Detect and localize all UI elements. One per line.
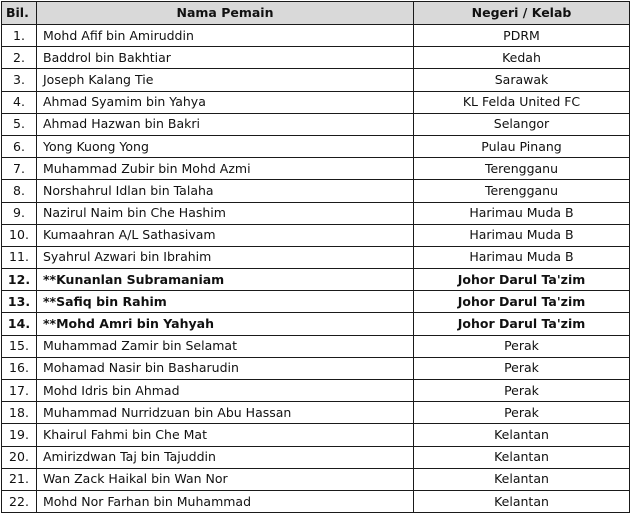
- table-header: [2, 2, 630, 25]
- player-name: Joseph Kalang Tie: [37, 69, 414, 91]
- player-name: Muhammad Zamir bin Selamat: [37, 335, 414, 357]
- player-name: Muhammad Zubir bin Mohd Azmi: [37, 158, 414, 180]
- player-name: Mohd Idris bin Ahmad: [37, 380, 414, 402]
- row-number: 8.: [2, 180, 37, 202]
- player-team: Perak: [414, 335, 630, 357]
- player-name: Ahmad Syamim bin Yahya: [37, 91, 414, 113]
- player-name: **Kunanlan Subramaniam: [37, 269, 414, 291]
- player-team: Terengganu: [414, 180, 630, 202]
- player-team: Selangor: [414, 113, 630, 135]
- table-row: [2, 246, 630, 268]
- player-name: Syahrul Azwari bin Ibrahim: [37, 246, 414, 268]
- table-row: [2, 291, 630, 313]
- player-team: PDRM: [414, 25, 630, 47]
- player-team: Kelantan: [414, 490, 630, 512]
- table-row: [2, 402, 630, 424]
- table-row: [2, 202, 630, 224]
- player-name: Mohd Afif bin Amiruddin: [37, 25, 414, 47]
- row-number: 22.: [2, 490, 37, 512]
- player-team: Johor Darul Ta'zim: [414, 269, 630, 291]
- player-team: Pulau Pinang: [414, 135, 630, 157]
- table-row: [2, 446, 630, 468]
- player-team: Kelantan: [414, 468, 630, 490]
- table-row: [2, 113, 630, 135]
- player-team: KL Felda United FC: [414, 91, 630, 113]
- player-name: Norshahrul Idlan bin Talaha: [37, 180, 414, 202]
- player-team: Johor Darul Ta'zim: [414, 313, 630, 335]
- table-row: [2, 224, 630, 246]
- table-row: [2, 47, 630, 69]
- player-name: Muhammad Nurridzuan bin Abu Hassan: [37, 402, 414, 424]
- player-name: Ahmad Hazwan bin Bakri: [37, 113, 414, 135]
- row-number: 19.: [2, 424, 37, 446]
- table-row: [2, 158, 630, 180]
- table-row: [2, 269, 630, 291]
- player-name: Kumaahran A/L Sathasivam: [37, 224, 414, 246]
- row-number: 9.: [2, 202, 37, 224]
- table-row: [2, 135, 630, 157]
- player-team: Sarawak: [414, 69, 630, 91]
- table-row: [2, 424, 630, 446]
- table-row: [2, 25, 630, 47]
- player-team: Terengganu: [414, 158, 630, 180]
- header-nama-pemain: Nama Pemain: [37, 2, 414, 25]
- row-number: 12.: [2, 269, 37, 291]
- table-row: [2, 335, 630, 357]
- player-team: Harimau Muda B: [414, 224, 630, 246]
- row-number: 1.: [2, 25, 37, 47]
- player-name: Mohamad Nasir bin Basharudin: [37, 357, 414, 379]
- row-number: 17.: [2, 380, 37, 402]
- table-body: [2, 25, 630, 513]
- row-number: 4.: [2, 91, 37, 113]
- row-number: 2.: [2, 47, 37, 69]
- player-team: Kelantan: [414, 424, 630, 446]
- row-number: 20.: [2, 446, 37, 468]
- row-number: 3.: [2, 69, 37, 91]
- row-number: 10.: [2, 224, 37, 246]
- player-team: Perak: [414, 402, 630, 424]
- row-number: 13.: [2, 291, 37, 313]
- row-number: 15.: [2, 335, 37, 357]
- player-name: Amirizdwan Taj bin Tajuddin: [37, 446, 414, 468]
- row-number: 11.: [2, 246, 37, 268]
- row-number: 14.: [2, 313, 37, 335]
- table-row: [2, 490, 630, 512]
- table-row: [2, 357, 630, 379]
- player-team: Kedah: [414, 47, 630, 69]
- player-list-document: [1, 1, 629, 513]
- table-row: [2, 313, 630, 335]
- header-bil: Bil.: [2, 2, 37, 25]
- player-name: **Safiq bin Rahim: [37, 291, 414, 313]
- header-negeri-kelab: Negeri / Kelab: [414, 2, 630, 25]
- header-row: [2, 2, 630, 25]
- table-row: [2, 380, 630, 402]
- player-name: Khairul Fahmi bin Che Mat: [37, 424, 414, 446]
- table-row: [2, 468, 630, 490]
- player-name: Mohd Nor Farhan bin Muhammad: [37, 490, 414, 512]
- player-team: Harimau Muda B: [414, 246, 630, 268]
- player-name: Baddrol bin Bakhtiar: [37, 47, 414, 69]
- table-row: [2, 91, 630, 113]
- player-team: Perak: [414, 380, 630, 402]
- player-team: Perak: [414, 357, 630, 379]
- player-table: [1, 1, 630, 513]
- player-name: Nazirul Naim bin Che Hashim: [37, 202, 414, 224]
- row-number: 7.: [2, 158, 37, 180]
- row-number: 5.: [2, 113, 37, 135]
- player-name: Yong Kuong Yong: [37, 135, 414, 157]
- player-name: Wan Zack Haikal bin Wan Nor: [37, 468, 414, 490]
- table-row: [2, 69, 630, 91]
- row-number: 21.: [2, 468, 37, 490]
- row-number: 6.: [2, 135, 37, 157]
- player-team: Kelantan: [414, 446, 630, 468]
- player-team: Harimau Muda B: [414, 202, 630, 224]
- table-row: [2, 180, 630, 202]
- player-name: **Mohd Amri bin Yahyah: [37, 313, 414, 335]
- player-team: Johor Darul Ta'zim: [414, 291, 630, 313]
- row-number: 16.: [2, 357, 37, 379]
- row-number: 18.: [2, 402, 37, 424]
